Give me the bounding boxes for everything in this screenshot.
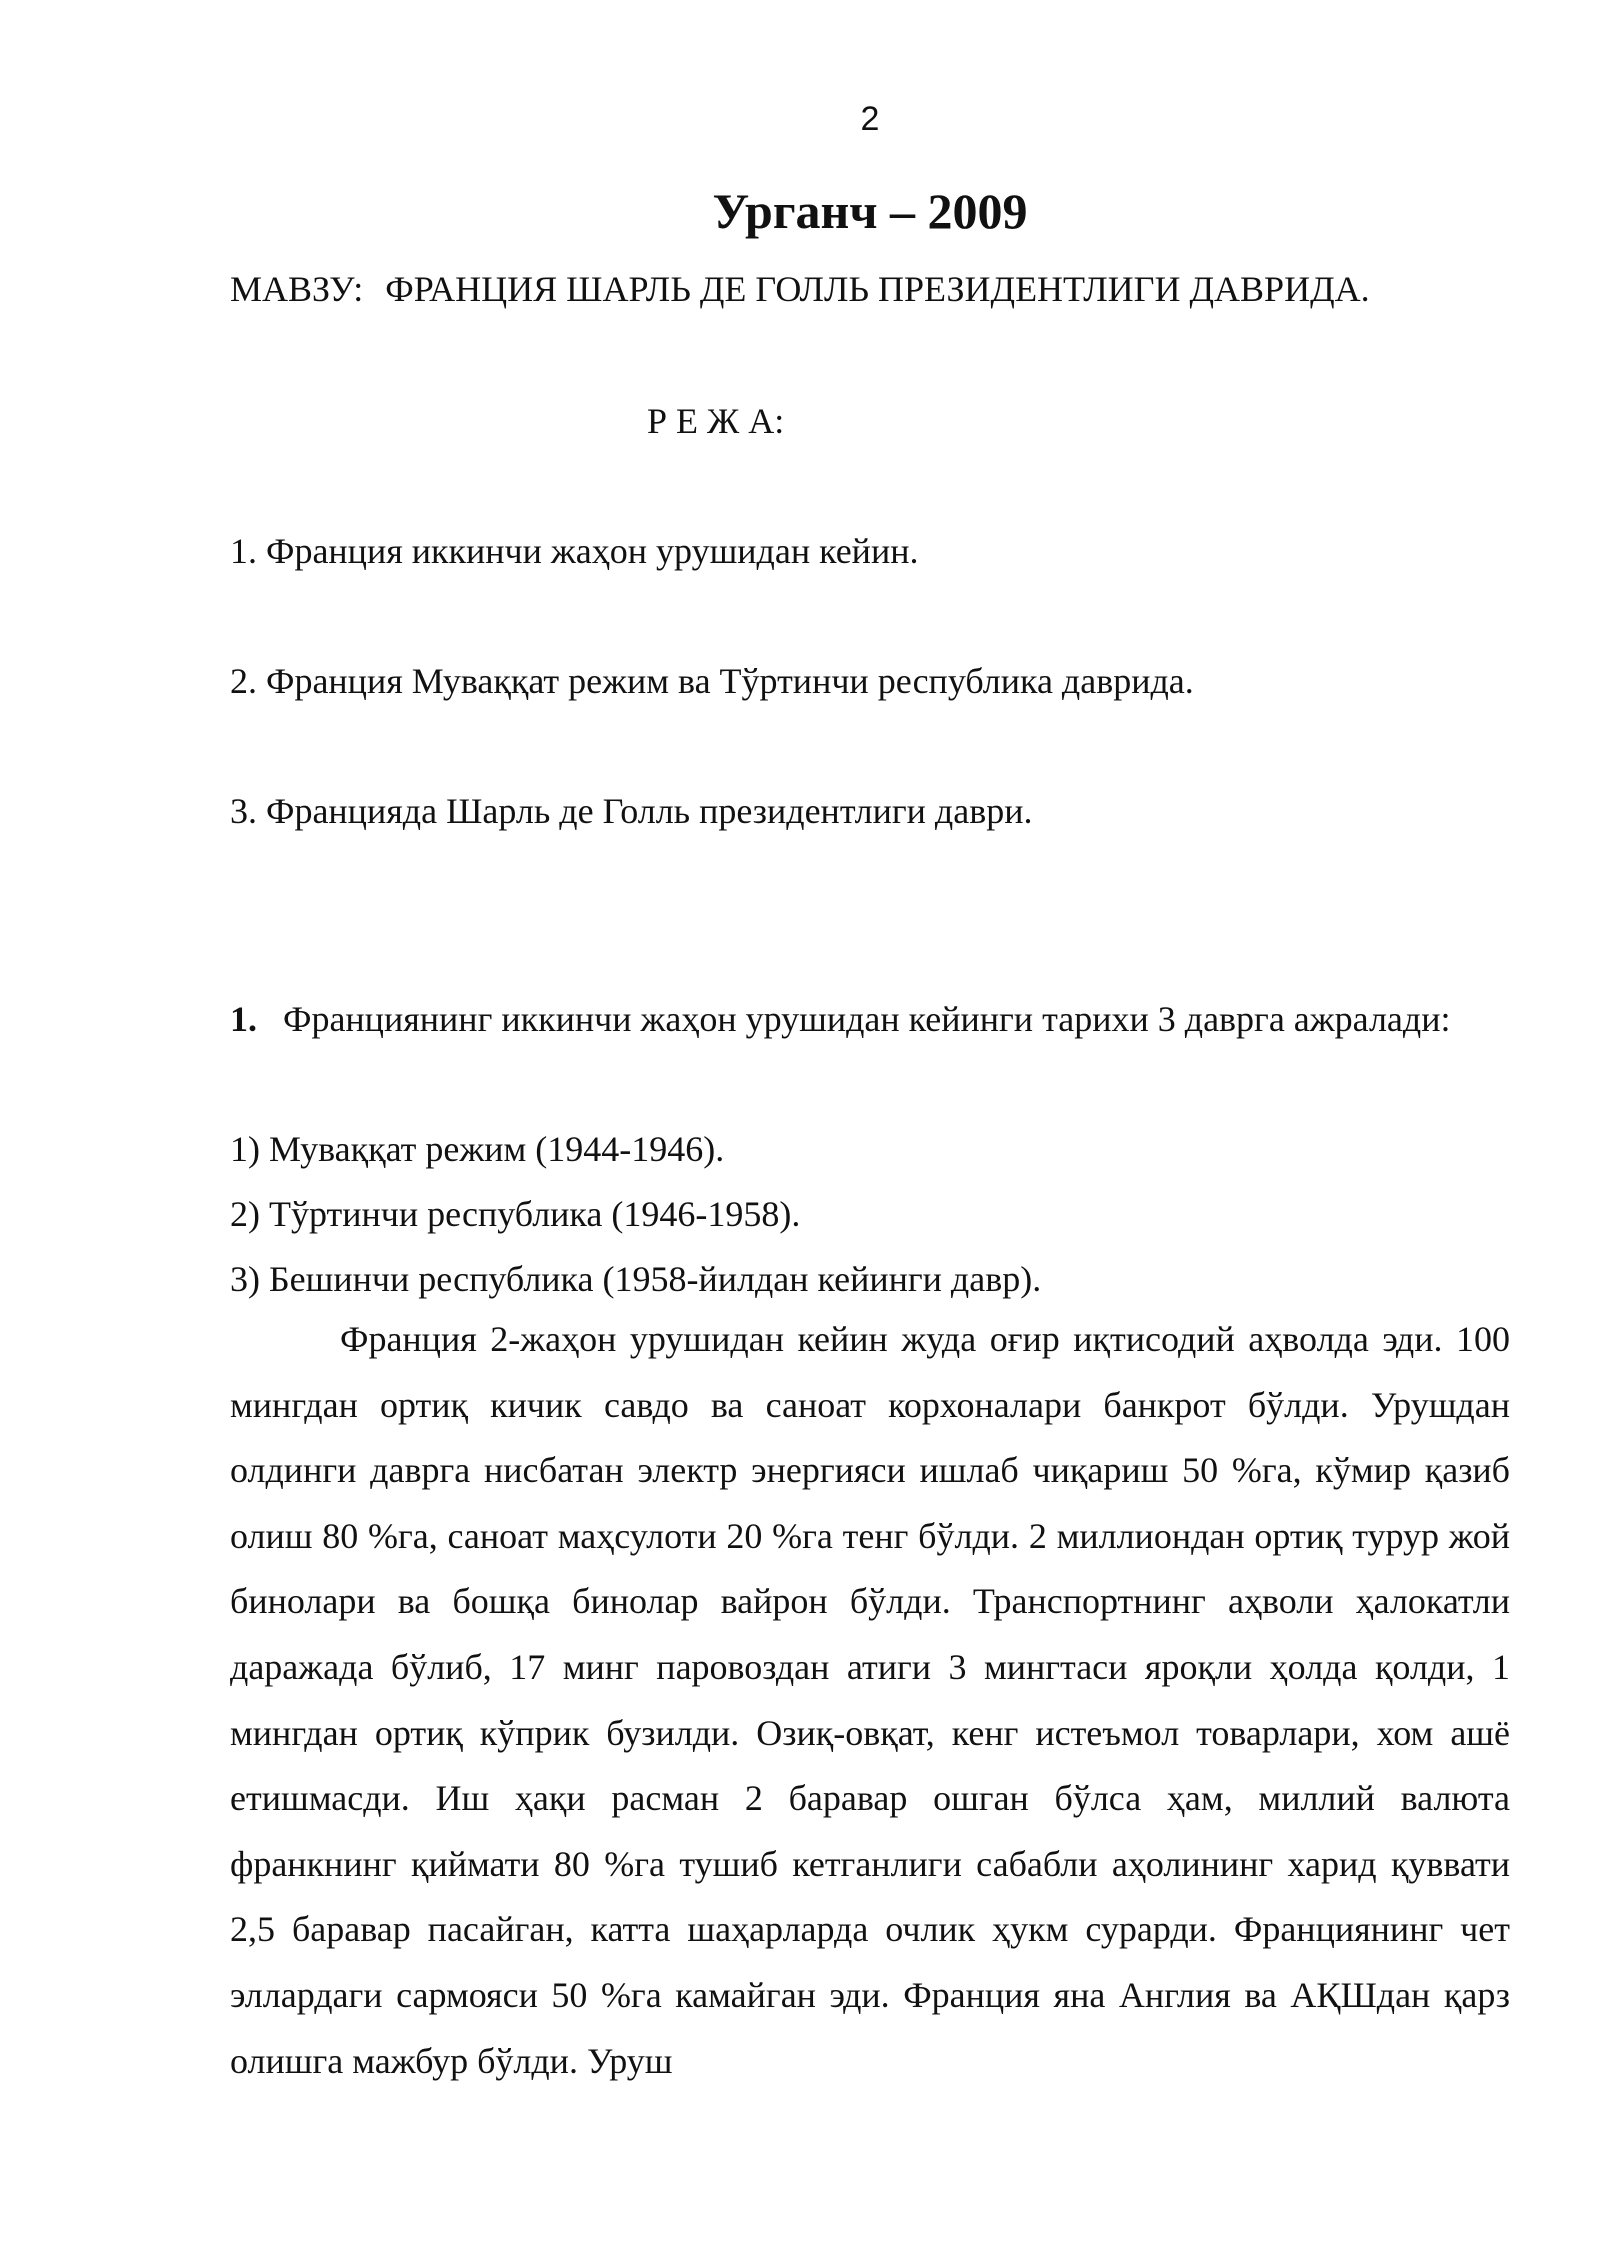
period-item: 2) Тўртинчи республика (1946-1958). [230,1194,801,1234]
topic-line [230,268,1370,310]
section-number: 1. [230,999,257,1039]
body-paragraph: Франция 2-жаҳон урушидан кейин жуда оғир иқтисодий аҳволда эди. 100 мингдан ортиқ кичик савдо ва саноат корхоналари банкрот бўлди. Урушдан олдинги даврга нисбатан электр энергияси ишлаб чиқариш 50 %га, кўмир қазиб олиш 80 %га, саноат маҳсулоти 20 %га тенг бўлди. 2 миллиондан ортиқ турур жой бинолари ва бошқа бинолар вайрон бўлди. Транспортнинг аҳволи ҳалокатли даражада бўлиб, 17 минг паровоздан атиги 3 мингтаси яроқли ҳолда қолди, 1 мингдан ортиқ кўприк бузилди. Озиқ-овқат, кенг истеъмол товарлари, хом ашё етишмасди. Иш ҳақи расман 2 баравар ошган бўлса ҳам, миллий валюта франкнинг қиймати 80 %га тушиб кетганлиги сабабли аҳолининг харид қуввати 2,5 баравар пасайган, катта шаҳарларда очлик ҳукм сурарди. Франциянинг чет эллардаги сармояси 50 %га камайган эди. Франция яна Англия ва АҚШдан қарз олишга мажбур бўлди. Уруш [230,1319,1510,2081]
period-list [230,1117,1041,1312]
section-heading [230,987,1510,1052]
section-heading-text: Франциянинг иккинчи жаҳон урушидан кейинги тарихи 3 даврга ажралади: [283,999,1451,1039]
page-number: 2 [860,100,880,138]
topic-title: ФРАНЦИЯ ШАРЛЬ ДЕ ГОЛЛЬ ПРЕЗИДЕНТЛИГИ ДАВРИДА. [385,269,1370,309]
city-year-heading: Урганч – 2009 [712,183,1028,239]
period-item: 3) Бешинчи республика (1958-йилдан кейинги давр). [230,1259,1042,1299]
plan-title: Р Е Ж А: [647,401,785,441]
plan-item: 2. Франция Муваққат режим ва Тўртинчи республика даврида. [230,661,1194,701]
plan-item: 1. Франция иккинчи жаҳон урушидан кейин. [230,531,919,571]
plan-item: 3. Францияда Шарль де Голль президентлиги даври. [230,791,1033,831]
topic-label: МАВЗУ: [230,269,364,309]
period-item: 1) Муваққат режим (1944-1946). [230,1129,725,1169]
